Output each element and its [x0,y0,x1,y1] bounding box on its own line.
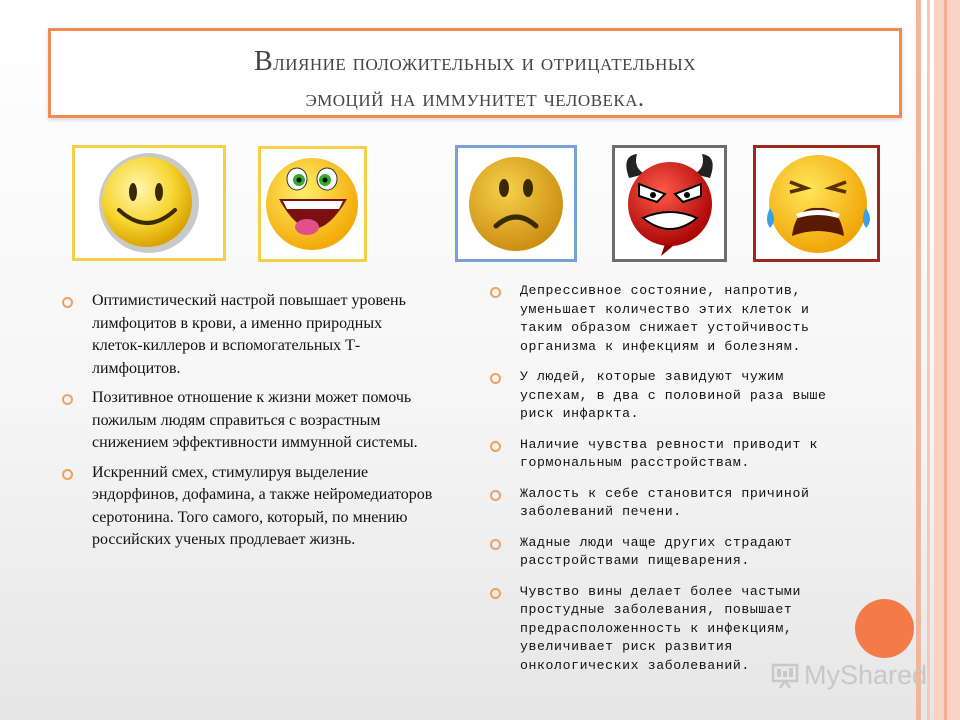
title-line1: лияние положительных и отрицательных [273,50,697,76]
watermark [770,655,927,695]
bullet-icon [490,539,501,550]
bullet-icon [62,394,73,405]
list-item-text: Жадные люди чаще других страдают расстройствами пищеварения. [520,534,793,568]
decor-stripe [927,0,930,720]
bullet-icon [490,441,501,452]
devil-face-image [612,145,727,262]
list-item [62,290,434,380]
crying-face-icon [756,148,877,259]
title-line2: эмоций на иммунитет человека. [305,86,645,112]
laughing-face-icon [261,149,364,259]
devil-face-icon [615,148,724,259]
decor-stripe [944,0,947,720]
list-item-text: Чувство вины делает более частыми простудные заболевания, повышает предрасположенность к инфекциям, увеличивает риск развития онкологических заболеваний. [520,583,801,673]
decor-circle [855,599,914,658]
list-item-text: Наличие чувства ревности приводит к гормональным расстройствам. [520,436,818,470]
title-initial: В [253,46,274,77]
list-item-text: Искренний смех, стимулируя выделение эндорфинов, дофамина, а также нейромедиаторов серотонина. Того самого, который, по мнению российских ученых продлевает жизнь. [92,463,433,548]
bullet-icon [490,490,501,501]
list-item-text: Жалость к себе становится причиной заболеваний печени. [520,485,810,519]
presentation-board-icon [770,660,800,690]
slide-title [48,28,902,118]
laughing-face-image [258,146,367,262]
crying-face-image [753,145,880,262]
list-item-text: Депрессивное состояние, напротив, уменьшает количество этих клеток и таким образом снижает устойчивость организма к инфекциям и болезням. [520,283,810,354]
list-item [490,534,842,571]
decor-stripe [934,0,960,720]
bullet-icon [62,469,73,480]
bullet-icon [62,297,73,308]
positive-effects-list [62,290,434,559]
watermark-text: MyShared [804,659,928,690]
negative-effects-list [490,282,842,687]
sad-face-icon [458,148,574,259]
list-item-text: Позитивное отношение к жизни может помочь пожилым людям справиться с возрастным снижением эффективности иммунной системы. [92,389,418,451]
list-item [62,387,434,455]
bullet-icon [490,287,501,298]
sad-face-image [455,145,577,262]
list-item-text: Оптимистический настрой повышает уровень лимфоцитов в крови, а именно природных клеток-киллеров и вспомогательных Т-лимфоцитов. [92,292,406,377]
list-item [490,485,842,522]
list-item [490,368,842,424]
bullet-icon [490,373,501,384]
smiley-face-image [72,145,226,261]
list-item [490,282,842,356]
list-item [62,462,434,552]
list-item [490,436,842,473]
bullet-icon [490,588,501,599]
list-item-text: У людей, которые завидуют чужим успехам, в два с половиной раза выше риск инфаркта. [520,369,827,421]
smiley-face-icon [75,148,223,258]
decor-stripe [916,0,921,720]
